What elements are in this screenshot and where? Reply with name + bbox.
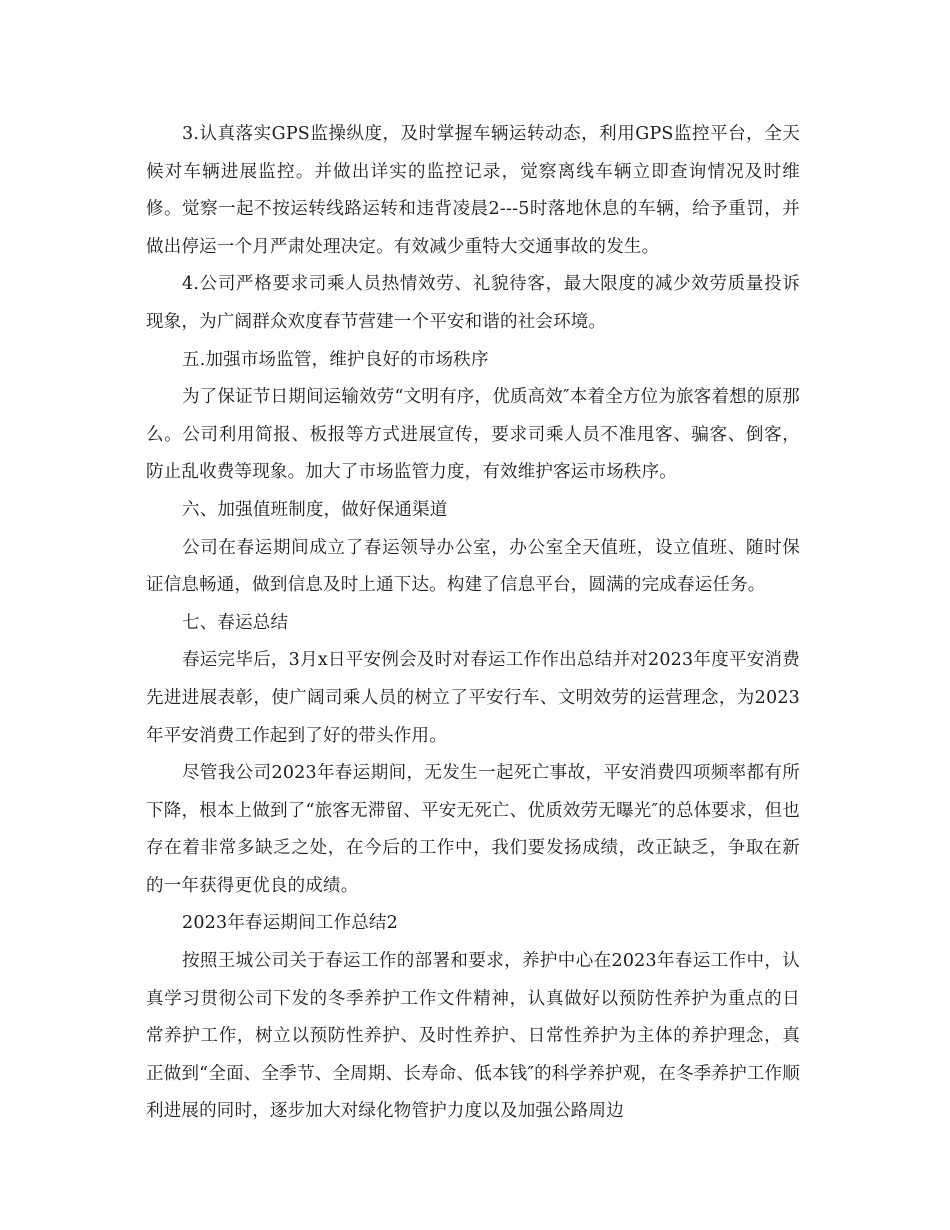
section-heading-market-supervision: 五.加强市场监管，维护良好的市场秩序 <box>182 349 489 370</box>
paragraph-maintenance-center: 按照王城公司关于春运工作的部署和要求，养护中心在2023年春运工作中，认真学习贯彻公司下发的冬季养护工作文件精神，认真做好以预防性养护为重点的日常养护工作，树立以预防性养护、及时性养护、日常性养护为主体的养护理念，真正做到“全面、全季节、全周期、长寿命、低本钱″的科学养护观，在冬季养护工作顺利进展的同时，逐步加大对绿化物管护力度以及加强公路周边 <box>146 951 800 1122</box>
document-title-part-2: 2023年春运期间工作总结2 <box>182 913 398 934</box>
paragraph-service-quality: 4.公司严格要求司乘人员热情效劳、礼貌待客，最大限度的减少效劳质量投诉现象，为广阔群众欢度春节营建一个平安和谐的社会环境。 <box>146 274 800 332</box>
paragraph-conclusion: 尽管我公司2023年春运期间，无发生一起死亡事故，平安消费四项频率都有所下降，根本上做到了“旅客无滞留、平安无死亡、优质效劳无曝光″的总体要求，但也存在着非常多缺乏之处，在今后的工作中，我们要发扬成绩，改正缺乏，争取在新的一年获得更优良的成绩。 <box>146 763 800 896</box>
paragraph-summary: 春运完毕后，3月x日平安例会及时对春运工作作出总结并对2023年度平安消费先进进展表彰，使广阔司乘人员的树立了平安行车、文明效劳的运营理念，为2023年平安消费工作起到了好的带头作用。 <box>146 650 800 746</box>
section-heading-duty-system: 六、加强值班制度，做好保通渠道 <box>182 499 448 520</box>
paragraph-duty-system: 公司在春运期间成立了春运领导办公室，办公室全天值班，设立值班、随时保证信息畅通，做到信息及时上通下达。构建了信息平台，圆满的完成春运任务。 <box>146 537 800 596</box>
section-heading-summary: 七、春运总结 <box>182 612 289 633</box>
paragraph-market-supervision: 为了保证节日期间运输效劳“文明有序，优质高效″本着全方位为旅客着想的原那么。公司利用简报、板报等方式进展宣传，要求司乘人员不准甩客、骗客、倒客，防止乱收费等现象。加大了市场监管力度，有效维护客运市场秩序。 <box>146 387 800 483</box>
paragraph-gps-monitoring: 3.认真落实GPS监操纵度，及时掌握车辆运转动态，利用GPS监控平台，全天候对车辆进展监控。并做出详实的监控记录，觉察离线车辆立即查询情况及时维修。觉察一起不按运转线路运转和违背凌晨2---5时落地休息的车辆，给予重罚，并做出停运一个月严肃处理决定。有效减少重特大交通事故的发生。 <box>146 124 800 257</box>
document-body <box>146 116 800 1131</box>
